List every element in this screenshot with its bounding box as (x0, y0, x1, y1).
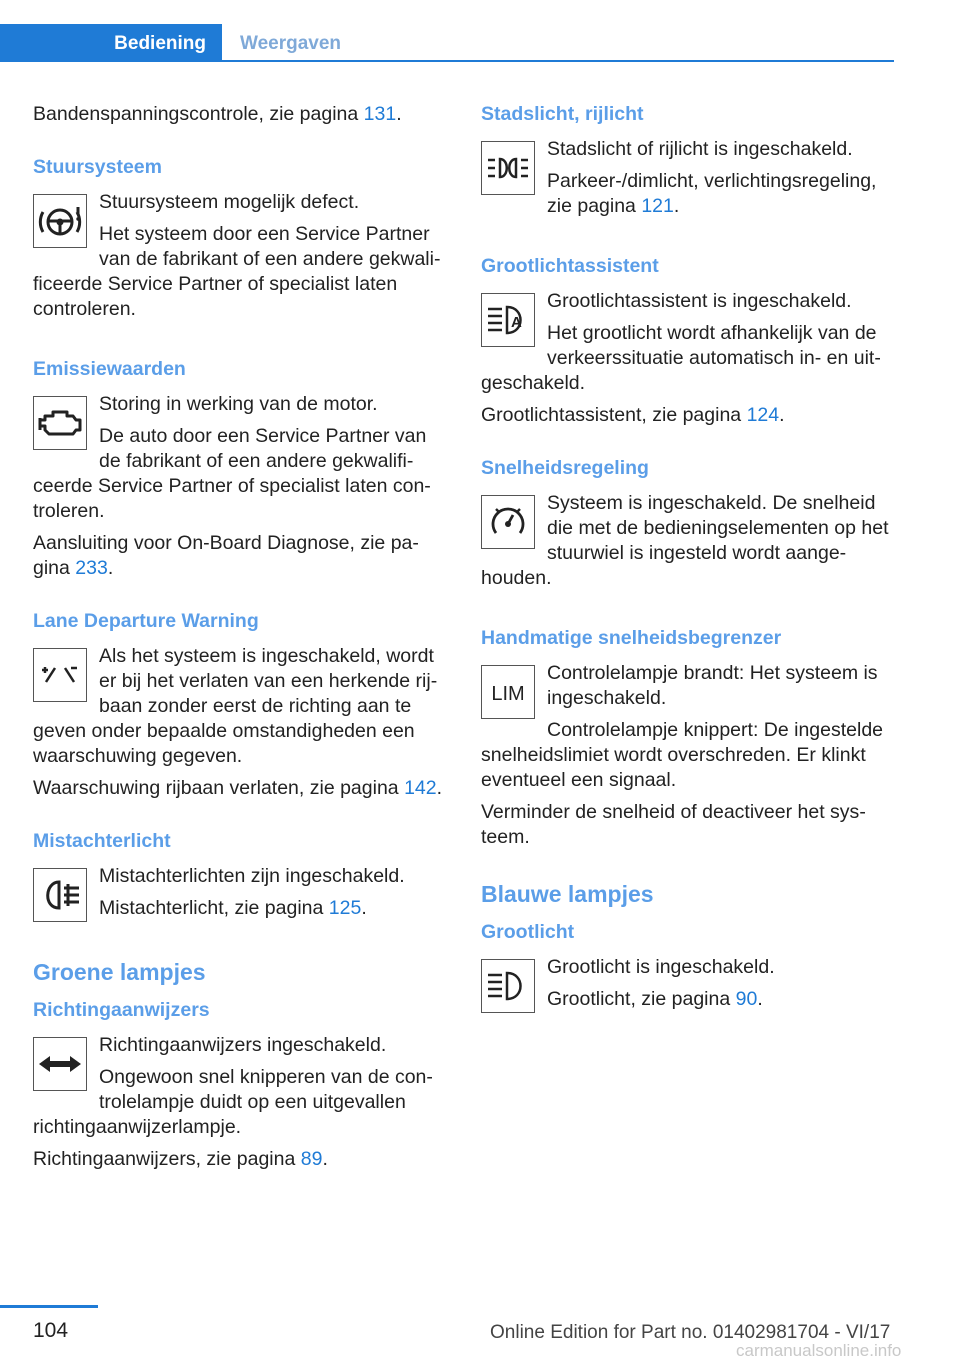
limiter-text-3: Verminder de snelheid of deactiveer het systeem. (481, 801, 866, 848)
cruise-control-icon (481, 495, 535, 549)
green-lamps-heading: Groene lampjes (33, 959, 206, 985)
foglight-entry (33, 864, 447, 928)
page-link-124[interactable]: 124 (746, 404, 780, 426)
limiter-entry (481, 661, 895, 800)
header-tabs (0, 0, 960, 62)
highbeam-assist-text-1: Grootlichtassistent is ingeschakeld. (547, 290, 852, 312)
tire-pressure-paragraph: Bandenspanningscontrole, zie pagina 131. (33, 103, 402, 125)
page-link-131[interactable]: 131 (363, 103, 397, 125)
cruise-heading: Snelheidsregeling (481, 457, 649, 479)
highbeam-assist-entry (481, 289, 895, 403)
emissions-text-1: Storing in werking van de motor. (99, 393, 378, 415)
steering-heading: Stuursysteem (33, 156, 162, 178)
steering-warning-icon (33, 194, 87, 248)
engine-icon (33, 396, 87, 450)
indicators-text-2: Ongewoon snel knipperen van de controlelampje duidt op een uitgevallen richtingaanwijzerlampje. (33, 1066, 433, 1138)
high-beam-icon (481, 959, 535, 1013)
watermark: carmanualsonline.info (736, 1341, 902, 1360)
sidelights-heading: Stadslicht, rijlicht (481, 103, 644, 125)
highbeam-assist-text-2: Het grootlicht wordt afhankelijk van de verkeerssituatie automatisch in- en uitgeschakeld. (481, 322, 881, 394)
header-rule (222, 60, 894, 62)
svg-text:LIM: LIM (491, 683, 525, 705)
right-column (481, 102, 895, 1019)
highbeam-entry (481, 955, 895, 1019)
cruise-entry (481, 491, 895, 598)
highbeam-text-1: Grootlicht is ingeschakeld. (547, 956, 775, 978)
page-link-89[interactable]: 89 (300, 1148, 323, 1170)
indicators-heading: Richtingaanwijzers (33, 999, 210, 1021)
sidelights-text-1: Stadslicht of rijlicht is ingeschakeld. (547, 138, 853, 160)
page-link-142[interactable]: 142 (404, 777, 437, 799)
limiter-heading: Handmatige snelheidsbegrenzer (481, 627, 782, 649)
foglight-text-2: Mistachterlicht, zie pagina 125. (99, 897, 367, 919)
page-link-90[interactable]: 90 (735, 988, 758, 1010)
blue-lamps-heading: Blauwe lampjes (481, 881, 654, 907)
cruise-text-1: Systeem is ingeschakeld. De snelheid die met de bedieningselementen op het stuurwiel is ingesteld wordt aangehouden. (481, 492, 889, 589)
highbeam-assist-ref-paragraph: Grootlichtassistent, zie pagina 124. (481, 404, 785, 426)
speed-limiter-icon (481, 665, 535, 719)
lane-ref-paragraph: Waarschuwing rijbaan verlaten, zie pagina 142. (33, 777, 443, 799)
footer-rule (0, 1305, 98, 1308)
highbeam-text-2: Grootlicht, zie pagina 90. (547, 988, 763, 1010)
turn-signal-icon (33, 1037, 87, 1091)
lane-text-1: Als het systeem is ingeschakeld, wordt er bij het verlaten van een herkende rijbaan zonder eerst de richting aan te geven onder bepaalde omstandigheden een waarschuwing gegeven. (33, 645, 438, 767)
page-link-121[interactable]: 121 (641, 195, 674, 217)
limiter-text-2: Controlelampje knippert: De ingestelde snelheidslimiet wordt overschreden. Er klinkt eventueel een signaal. (481, 719, 884, 791)
lane-heading: Lane Departure Warning (33, 610, 259, 632)
highbeam-heading: Grootlicht (481, 921, 575, 943)
indicators-ref-paragraph: Richtingaanwijzers, zie pagina 89. (33, 1148, 328, 1170)
tab-weergaven[interactable]: Weergaven (240, 32, 342, 54)
left-column (33, 102, 447, 1180)
limiter-text-1: Controlelampje brandt: Het systeem is ingeschakeld. (547, 662, 878, 709)
rear-foglight-icon (33, 868, 87, 922)
lane-entry (33, 644, 447, 776)
tab-bediening[interactable]: Bediening (0, 24, 222, 62)
page-number: 104 (33, 1319, 69, 1342)
lane-departure-icon (33, 648, 87, 702)
foglight-text-1: Mistachterlichten zijn ingeschakeld. (99, 865, 405, 887)
emissions-heading: Emissiewaarden (33, 358, 186, 380)
page-link-233[interactable]: 233 (75, 557, 108, 579)
obd-paragraph: Aansluiting voor On-Board Diagnose, zie pagina 233. (33, 532, 419, 579)
edition-note: Online Edition for Part no. 01402981704 - VI/17 (490, 1322, 891, 1343)
highbeam-assist-heading: Grootlichtassistent (481, 255, 659, 277)
emissions-text-2: De auto door een Service Partner van de fabrikant of een andere gekwalificeerde Service Partner of specialist laten controleren. (33, 425, 431, 522)
indicators-entry (33, 1033, 447, 1147)
foglight-heading: Mistachterlicht (33, 830, 171, 852)
steering-text-2: Het systeem door een Service Partner van de fabrikant of een andere gekwalificeerde Service Partner of specialist laten controleren. (33, 223, 441, 320)
sidelights-entry (481, 137, 895, 226)
steering-entry (33, 190, 447, 329)
emissions-entry (33, 392, 447, 531)
steering-text-1: Stuursysteem mogelijk defect. (99, 191, 360, 213)
indicators-text-1: Richtingaanwijzers ingeschakeld. (99, 1034, 387, 1056)
highbeam-assistant-icon (481, 293, 535, 347)
sidelights-text-2: Parkeer-/dimlicht, verlichtingsregeling, zie pagina 121. (547, 170, 877, 217)
svg-text:A: A (511, 314, 522, 331)
sidelights-icon (481, 141, 535, 195)
page-link-125[interactable]: 125 (328, 897, 362, 919)
